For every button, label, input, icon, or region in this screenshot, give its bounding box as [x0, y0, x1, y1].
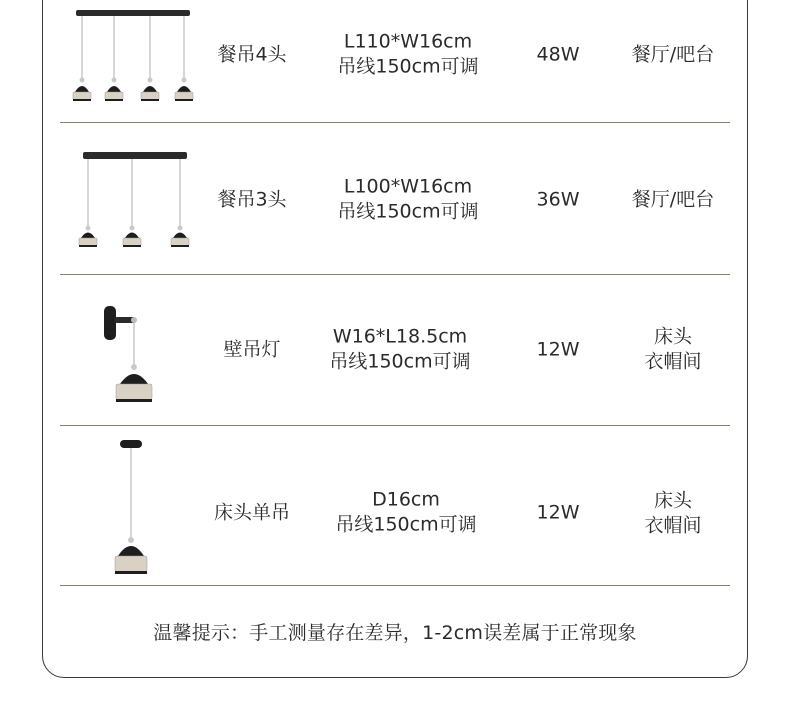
cord-text: 吊线150cm可调 [329, 350, 471, 373]
power-text: 48W [536, 43, 580, 66]
room-text: 床头 [653, 325, 693, 348]
product-name: 餐吊4头 [217, 43, 287, 66]
room-text: 衣帽间 [644, 514, 702, 537]
product-name: 餐吊3头 [217, 188, 287, 211]
power-text: 12W [536, 338, 580, 361]
room-text: 衣帽间 [644, 350, 702, 373]
size-text: D16cm [372, 488, 440, 511]
single-pendant-icon [108, 436, 154, 584]
cord-text: 吊线150cm可调 [337, 55, 479, 78]
measurement-note: 温馨提示：手工测量存在差异，1-2cm误差属于正常现象 [153, 622, 637, 644]
room-text: 床头 [653, 489, 693, 512]
row-separator [60, 274, 730, 275]
three-head-pendant-icon [70, 148, 194, 252]
size-text: L110*W16cm [343, 30, 473, 53]
product-name: 壁吊灯 [223, 338, 281, 361]
row-separator [60, 425, 730, 426]
power-text: 36W [536, 188, 580, 211]
wall-pendant-icon [98, 300, 168, 412]
room-text: 餐厅/吧台 [631, 43, 715, 66]
size-text: L100*W16cm [343, 175, 473, 198]
row-separator [60, 122, 730, 123]
row-separator [60, 585, 730, 586]
size-text: W16*L18.5cm [332, 325, 468, 348]
power-text: 12W [536, 501, 580, 524]
four-head-pendant-icon [62, 6, 198, 108]
cord-text: 吊线150cm可调 [337, 200, 479, 223]
room-text: 餐厅/吧台 [631, 188, 715, 211]
cord-text: 吊线150cm可调 [335, 513, 477, 536]
product-name: 床头单吊 [213, 501, 291, 524]
